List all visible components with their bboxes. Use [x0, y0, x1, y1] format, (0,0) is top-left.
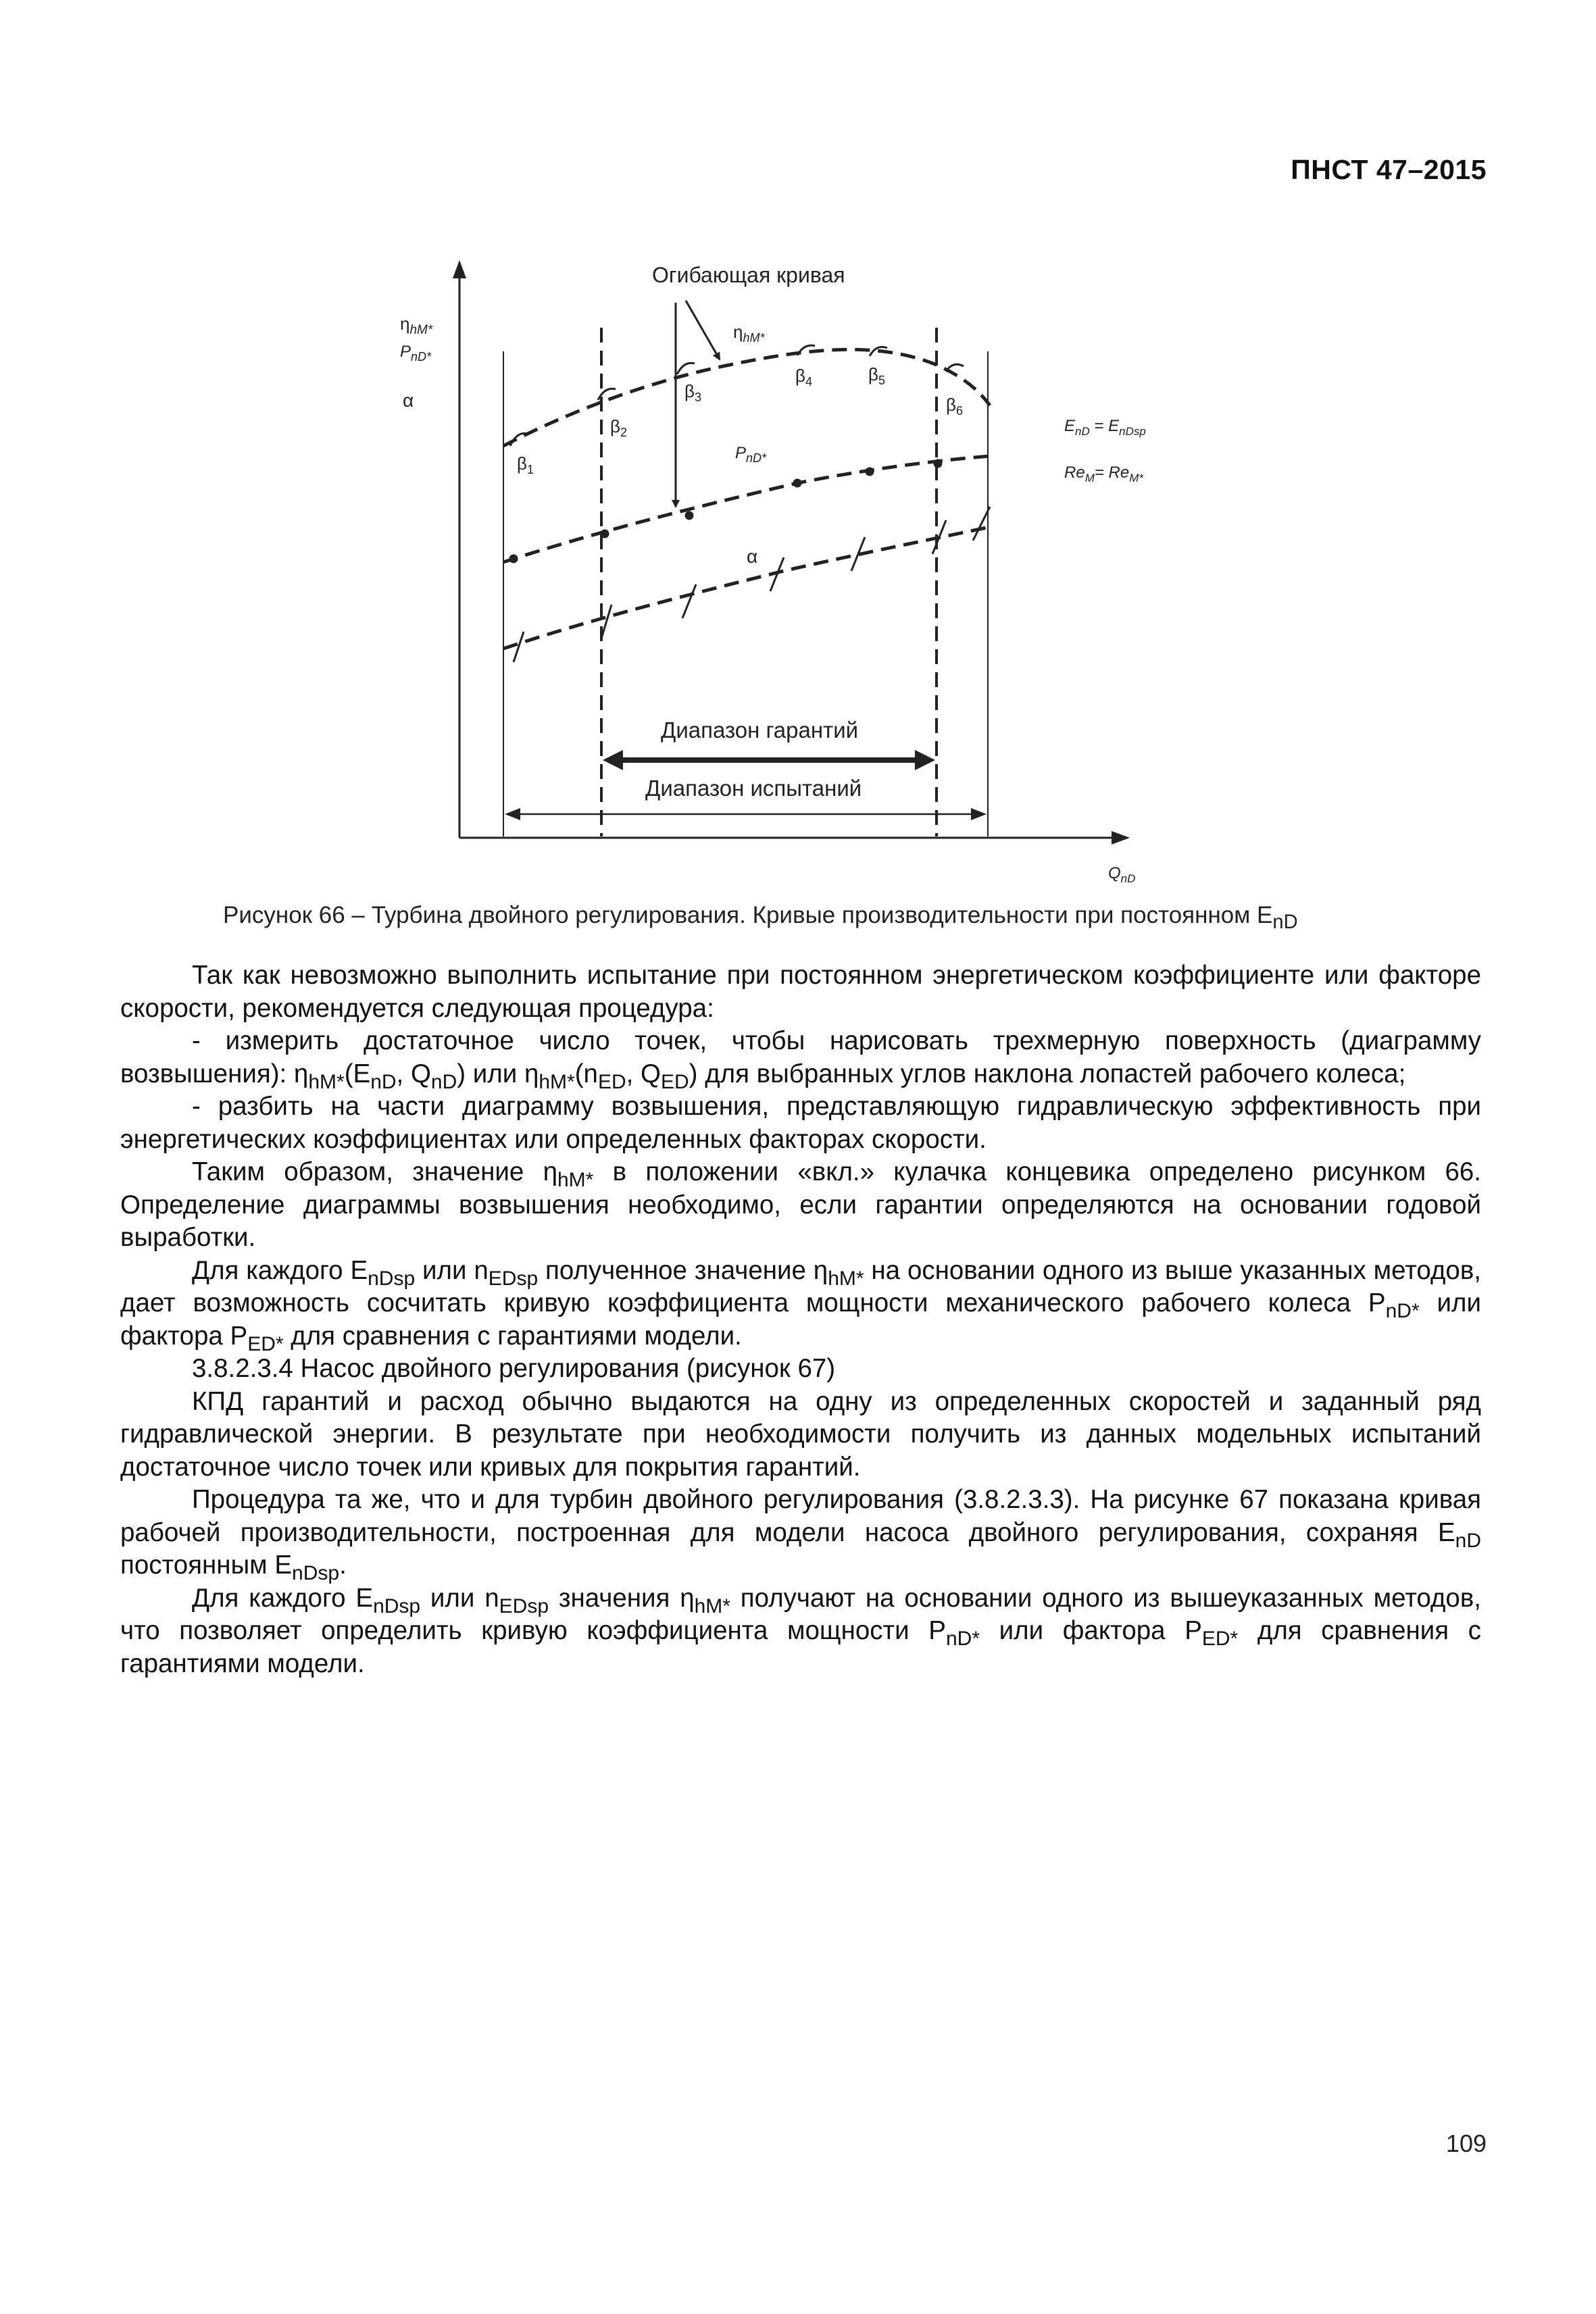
envelope-arrow	[686, 301, 720, 359]
p-curve-points	[510, 460, 941, 562]
envelope-label: Огибающая кривая	[652, 263, 845, 287]
paragraph: Процедура та же, что и для турбин двойного регулирования (3.8.2.3.3). На рисунке 67 показана кривая рабочей производительности, построенная для модели насоса двойного регулирования, сохраняя $E_{nD}$ постоянным $E_{nDsp}$.	[120, 1485, 1481, 1584]
paragraph: Таким образом, значение $\eta_{hM*}$ в положении «вкл.» кулачка концевика определено рисунком 66. Определение диаграммы возвышения необходимо, если гарантии определяются на основании годовой выработки.	[120, 1157, 1481, 1252]
beta-label-5: $\beta_5$	[868, 364, 885, 387]
figure-caption: Рисунок 66 – Турбина двойного регулирования. Кривые производительности при постоянном $E_{nD}$	[223, 902, 1298, 933]
curve-label-alpha: α	[747, 546, 758, 567]
beta-label-1: $\beta_1$	[517, 453, 534, 476]
y-axis-arrow	[453, 260, 466, 278]
paragraph: - разбить на части диаграмму возвышения, представляющую гидравлическую эффективность при энергетических коэффициентах или определенных факторах скорости.	[120, 1092, 1481, 1154]
beta-label-3: $\beta_3$	[684, 381, 701, 404]
curve-label-eta: $\eta_{hM*}$	[733, 322, 765, 345]
alpha-curve-ticks	[514, 507, 990, 662]
condition-re: $Re_M= Re_{M*}$	[1064, 463, 1144, 484]
beta-marks	[510, 345, 964, 446]
document-code: ПНСТ 47–2015	[1291, 154, 1487, 185]
body-text	[120, 959, 1481, 1680]
curve-label-p: $P_{nD*}$	[735, 444, 767, 465]
guarantee-range-arrow-right	[915, 750, 935, 770]
paragraph: - измерить достаточное число точек, чтобы нарисовать трехмерную поверхность (диаграмму возвышения): $\eta_{hM*}(E_{nD}$, $Q_{nD}$) или $\eta_{hM*}(n_{ED}$, $Q_{ED}$) для выбранных углов наклона лопастей рабочего колеса;	[120, 1026, 1481, 1093]
condition-e: $E_{nD} = E_{nDsp}$	[1064, 417, 1146, 438]
guarantee-range-arrow-left	[603, 750, 623, 770]
y-label-p: $P_{nD*}$	[400, 343, 432, 363]
x-axis-arrow	[1112, 831, 1130, 845]
beta-label-4: $\beta_4$	[795, 366, 812, 388]
beta-label-6: $\beta_6$	[946, 395, 963, 418]
y-label-alpha: α	[403, 390, 414, 411]
test-range-arrow-left	[505, 808, 520, 820]
page-number: 109	[1445, 2130, 1487, 2157]
x-axis-label: $Q_{nD}$	[1108, 864, 1136, 885]
figure-66	[378, 250, 1223, 892]
performance-curves-diagram	[378, 250, 1223, 892]
curve-alpha	[503, 527, 990, 649]
paragraph: Так как невозможно выполнить испытание при постоянном энергетическом коэффициенте или факторе скорости, рекомендуется следующая процедура:	[120, 961, 1481, 1023]
y-label-eta: $\eta_{hM*}$	[400, 313, 433, 337]
test-range-label: Диапазон испытаний	[645, 776, 862, 801]
test-range-arrow-right	[971, 808, 987, 820]
envelope-curve-eta	[503, 349, 990, 446]
paragraph: КПД гарантий и расход обычно выдаются на одну из определенных скоростей и заданный ряд гидравлической энергии. В результате при необходимости получить из данных модельных испытаний достаточное число точек или кривых для покрытия гарантий.	[120, 1386, 1481, 1482]
section-heading: 3.8.2.3.4 Насос двойного регулирования (рисунок 67)	[192, 1354, 836, 1383]
paragraph: Для каждого $E_{nDsp}$ или $n_{EDsp}$ значения $\eta_{hM*}$ получают на основании одного из вышеуказанных методов, что позволяет определить кривую коэффициента мощности $P_{nD*}$ или фактора $P_{ED*}$ для сравнения с гарантиями модели.	[120, 1583, 1481, 1678]
guarantee-range-label: Диапазон гарантий	[661, 718, 859, 743]
paragraph: Для каждого $E_{nDsp}$ или $n_{EDsp}$ полученное значение $\eta_{hM*}$ на основании одного из выше указанных методов, дает возможность сосчитать кривую коэффициента мощности механического рабочего колеса $P_{nD*}$ или фактора $P_{ED*}$ для сравнения с гарантиями модели.	[120, 1255, 1481, 1355]
beta-label-2: $\beta_2$	[610, 416, 627, 439]
